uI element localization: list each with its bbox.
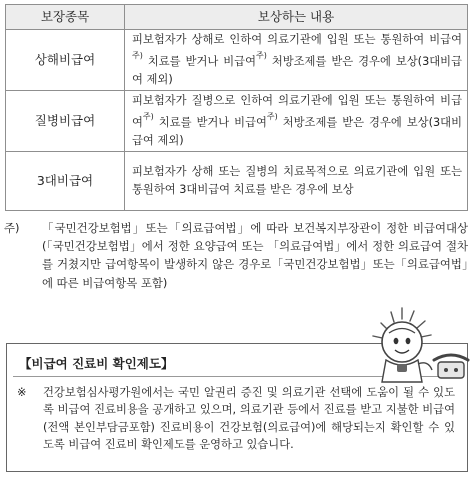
footnote-ref: 주) xyxy=(132,51,143,60)
mascot-character-icon xyxy=(373,308,432,382)
header-compensation-content: 보상하는 내용 xyxy=(125,5,468,30)
row-category: 상해비급여 xyxy=(6,30,125,91)
footnote-mark: 주) xyxy=(4,221,20,235)
header-coverage-type: 보장종목 xyxy=(6,5,125,30)
table-row xyxy=(6,151,468,210)
telephone-icon xyxy=(434,355,468,378)
footnote-ref: 주) xyxy=(255,51,267,60)
row-description xyxy=(125,90,468,151)
reference-mark: ※ xyxy=(17,386,27,399)
table-row xyxy=(6,90,468,151)
row-description xyxy=(125,30,468,91)
row-desc-part: 피보험자가 상해로 인하여 의료기관에 입원 또는 통원하여 비급여 xyxy=(132,33,462,46)
row-desc-part: 피보험자가 질병으로 인하여 의료기관에 입원 또는 통원하여 비급여 xyxy=(132,93,462,129)
coverage-table xyxy=(5,4,468,211)
row-desc-part: 처방조제를 받은 경우에 보상(3대비급여 제외) xyxy=(132,54,462,86)
info-box-title: 【비급여 진료비 확인제도】 xyxy=(19,356,174,371)
footnote-ref: 주) xyxy=(142,111,154,121)
row-category: 질병비급여 xyxy=(6,90,125,151)
footnote-text: 「국민건강보험법」또는「의료급여법」에 따라 보건복지부장관이 정한 비급여대상 (「국민건강보험법」에서 정한 요양급여 또는 「의료급여법」에서 정한 의료급여 절차를 거쳤지만 급여항목이 발생하지 않은 경우로「국민건강보험법」또는「의료급여법」에 따른 비급여항목 포함) xyxy=(42,221,468,290)
row-description xyxy=(125,151,468,210)
row-desc-part: 치료를 받거나 비급여 xyxy=(158,115,267,129)
info-box-body xyxy=(17,384,455,453)
row-desc-part: 처방조제를 받은 경우에 보상(3대비급여 제외) xyxy=(132,115,463,147)
row-desc-part: 치료를 받거나 비급여 xyxy=(147,54,256,68)
mascot-illustration xyxy=(364,300,476,386)
info-box-text: 건강보험심사평가원에서는 국민 알권리 증진 및 의료기관 선택에 도움이 될 수 있도록 비급여 진료비용을 공개하고 있으며, 의료기관 등에서 진료를 받고 지불한 비급여(전액 본인부담금포함) 진료비용이 건강보험(의료급여)에 해당되는지 확인할 수 있도록 비급여 진료비 확인제도를 운영하고 있습니다. xyxy=(43,386,455,451)
table-row xyxy=(6,30,468,91)
footnote-ref: 주) xyxy=(266,111,278,121)
table-footnote xyxy=(4,219,470,292)
row-category: 3대비급여 xyxy=(6,151,125,210)
table-header-row xyxy=(6,5,468,30)
row-desc-part: 피보험자가 상해 또는 질병의 치료목적으로 의료기관에 입원 또는 통원하여 3대비급여 치료를 받은 경우에 보상 xyxy=(132,164,462,196)
